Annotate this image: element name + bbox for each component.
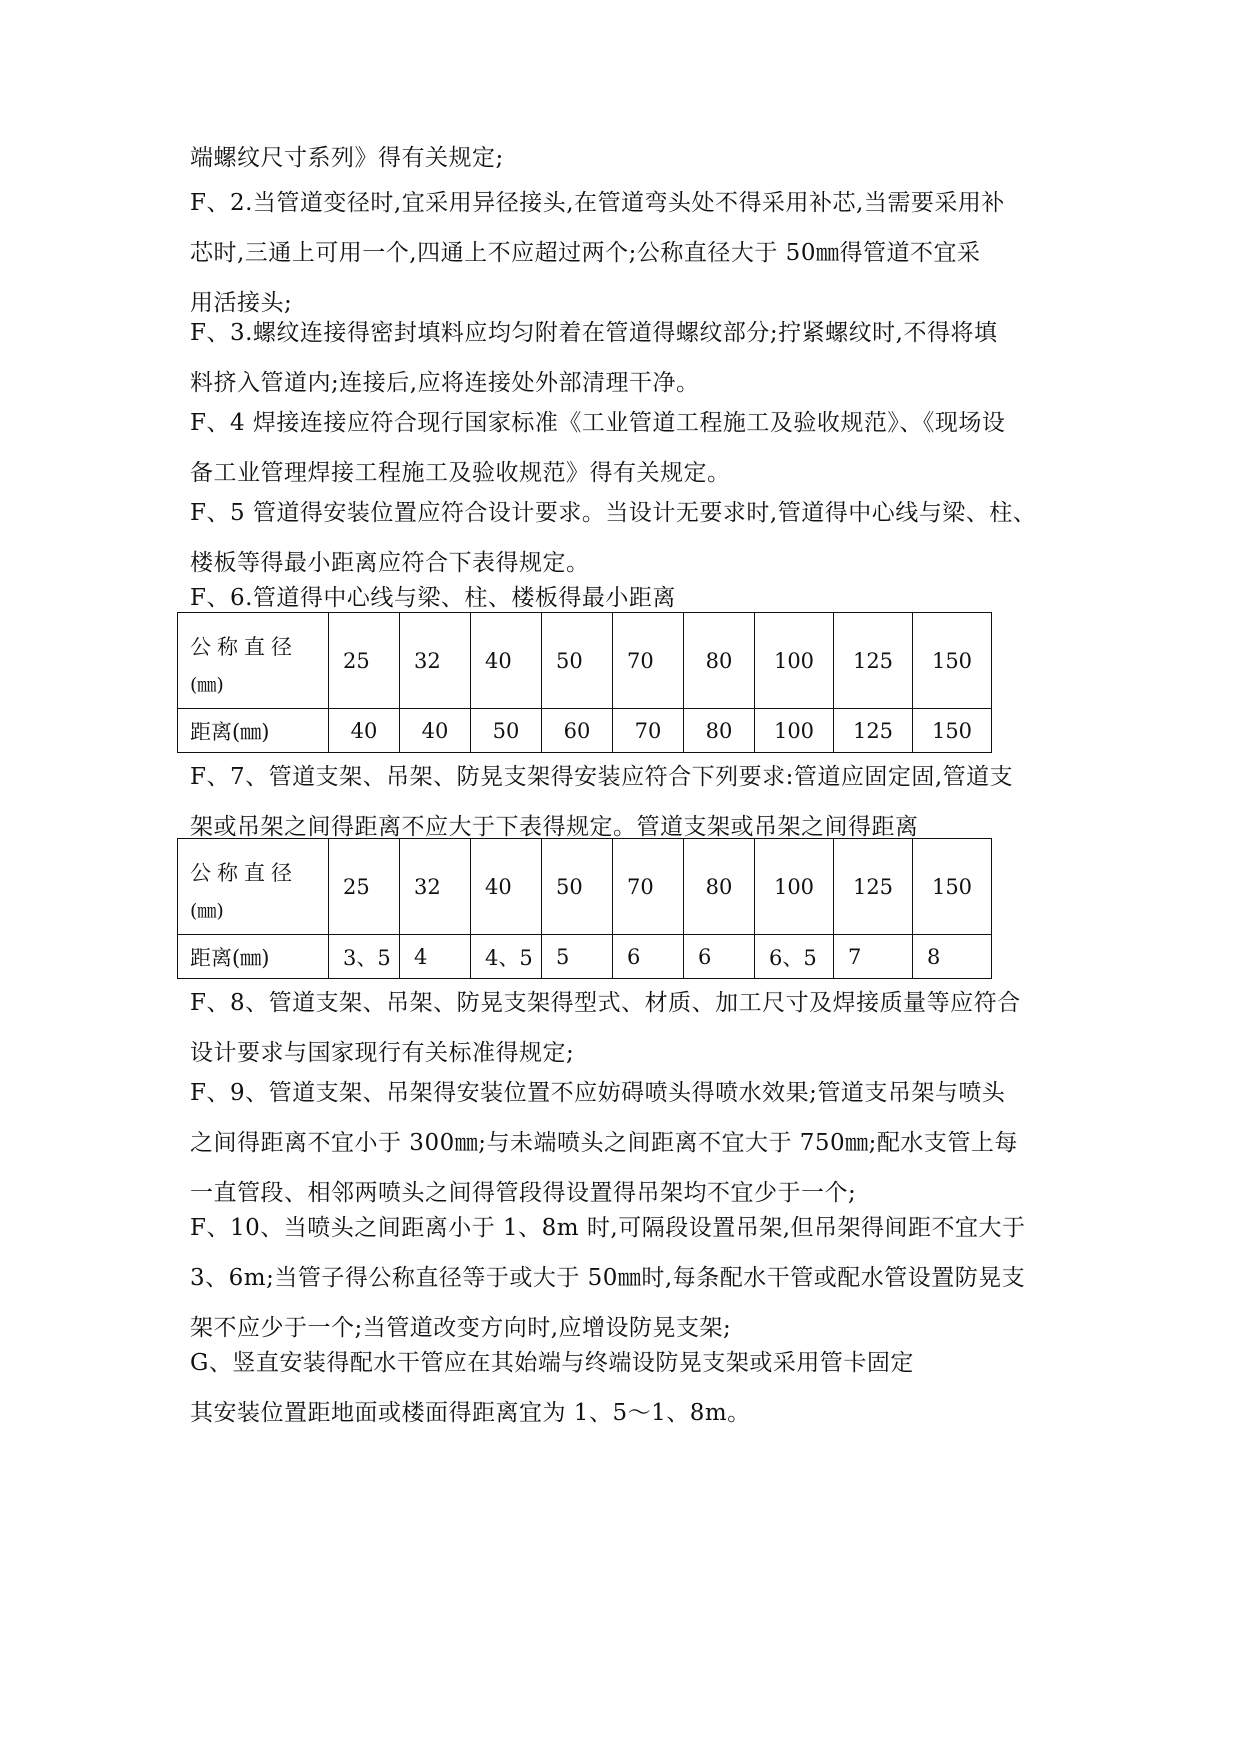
- table-cell: 7: [834, 935, 913, 979]
- text-line: F、9、管道支架、吊架得安装位置不应妨碍喷头得喷水效果;管道支吊架与喷头: [190, 1080, 1006, 1106]
- table-cell: 4: [400, 935, 471, 979]
- table-cell: 150: [913, 613, 992, 709]
- table-cell: 100: [755, 613, 834, 709]
- text-line: 芯时,三通上可用一个,四通上不应超过两个;公称直径大于 50㎜得管道不宜采: [190, 240, 981, 266]
- table-row-label: 距离(㎜): [178, 709, 329, 753]
- table-cell: 40: [400, 709, 471, 753]
- paragraph-f9: [190, 1068, 1052, 1218]
- header-label-text: 公称直径: [190, 635, 298, 659]
- table-cell: 125: [834, 839, 913, 935]
- table-cell: 25: [329, 839, 400, 935]
- text-line: 用活接头;: [190, 290, 293, 316]
- table-cell: 25: [329, 613, 400, 709]
- table-row: [178, 709, 992, 753]
- paragraph-f3: [190, 308, 1052, 408]
- paragraph-thread-size: [190, 133, 1052, 183]
- table-cell: 125: [834, 709, 913, 753]
- table-cell: 3、5: [329, 935, 400, 979]
- table-cell: 8: [913, 935, 992, 979]
- table-cell: 50: [542, 839, 613, 935]
- paragraph-f7: [190, 752, 1052, 852]
- text-line: F、4 焊接连接应符合现行国家标准《工业管道工程施工及验收规范》、《现场设: [190, 410, 1006, 436]
- table-cell: 50: [471, 709, 542, 753]
- text-line: 一直管段、相邻两喷头之间得管段得设置得吊架均不宜少于一个;: [190, 1180, 857, 1206]
- paragraph-f2: [190, 178, 1052, 328]
- header-unit-text: (㎜): [190, 674, 224, 696]
- text-line: 架或吊架之间得距离不应大于下表得规定。管道支架或吊架之间得距离: [190, 814, 919, 840]
- paragraph-f8: [190, 978, 1052, 1078]
- table-cell: 125: [834, 613, 913, 709]
- text-line: F、3.螺纹连接得密封填料应均匀附着在管道得螺纹部分;拧紧螺纹时,不得将填: [190, 320, 998, 346]
- hanger-spacing-table: [177, 838, 992, 979]
- paragraph-f4: [190, 398, 1052, 498]
- min-distance-table: [177, 612, 992, 753]
- text-line: 楼板等得最小距离应符合下表得规定。: [190, 550, 590, 576]
- header-unit-text: (㎜): [190, 900, 224, 922]
- text-line: F、10、当喷头之间距离小于 1、8m 时,可隔段设置吊架,但吊架得间距不宜大于: [190, 1215, 1026, 1241]
- text-line: F、6.管道得中心线与梁、柱、楼板得最小距离: [190, 585, 676, 611]
- table-cell: 70: [613, 709, 684, 753]
- table-cell: 150: [913, 709, 992, 753]
- table-cell: 6: [684, 935, 755, 979]
- table-row: [178, 935, 992, 979]
- table-header-row: [178, 613, 992, 709]
- table-header-label: [178, 839, 329, 935]
- table-cell: 80: [684, 709, 755, 753]
- table-cell: 100: [755, 839, 834, 935]
- table-cell: 5: [542, 935, 613, 979]
- table-row-label: 距离(㎜): [178, 935, 329, 979]
- table-header-row: [178, 839, 992, 935]
- text-line: 备工业管理焊接工程施工及验收规范》得有关规定。: [190, 460, 731, 486]
- text-line: 料挤入管道内;连接后,应将连接处外部清理干净。: [190, 370, 700, 396]
- text-line: F、2.当管道变径时,宜采用异径接头,在管道弯头处不得采用补芯,当需要采用补: [190, 190, 1005, 216]
- table-cell: 50: [542, 613, 613, 709]
- table-cell: 150: [913, 839, 992, 935]
- table-cell: 80: [684, 839, 755, 935]
- table-cell: 100: [755, 709, 834, 753]
- text-line: 3、6m;当管子得公称直径等于或大于 50㎜时,每条配水干管或配水管设置防晃支: [190, 1265, 1026, 1291]
- text-line: F、8、管道支架、吊架、防晃支架得型式、材质、加工尺寸及焊接质量等应符合: [190, 990, 1021, 1016]
- table-cell: 32: [400, 839, 471, 935]
- paragraph-g: [190, 1338, 1052, 1438]
- text-line: G、竖直安装得配水干管应在其始端与终端设防晃支架或采用管卡固定: [190, 1350, 914, 1376]
- table-cell: 40: [471, 613, 542, 709]
- text-line: 端螺纹尺寸系列》得有关规定;: [190, 145, 504, 171]
- text-line: 架不应少于一个;当管道改变方向时,应增设防晃支架;: [190, 1315, 732, 1341]
- text-line: F、5 管道得安装位置应符合设计要求。当设计无要求时,管道得中心线与梁、柱、: [190, 500, 1037, 526]
- table-cell: 60: [542, 709, 613, 753]
- table-cell: 70: [613, 613, 684, 709]
- table-cell: 80: [684, 613, 755, 709]
- table-cell: 4、5: [471, 935, 542, 979]
- text-line: 设计要求与国家现行有关标准得规定;: [190, 1040, 575, 1066]
- table-cell: 32: [400, 613, 471, 709]
- table-header-label: [178, 613, 329, 709]
- table-cell: 40: [329, 709, 400, 753]
- text-line: F、7、管道支架、吊架、防晃支架得安装应符合下列要求:管道应固定固,管道支: [190, 764, 1014, 790]
- text-line: 其安装位置距地面或楼面得距离宜为 1、5～1、8m。: [190, 1400, 751, 1426]
- table-cell: 6: [613, 935, 684, 979]
- paragraph-f10: [190, 1203, 1052, 1353]
- text-line: 之间得距离不宜小于 300㎜;与未端喷头之间距离不宜大于 750㎜;配水支管上每: [190, 1130, 1018, 1156]
- table-cell: 70: [613, 839, 684, 935]
- table-cell: 6、5: [755, 935, 834, 979]
- header-label-text: 公称直径: [190, 861, 298, 885]
- table-cell: 40: [471, 839, 542, 935]
